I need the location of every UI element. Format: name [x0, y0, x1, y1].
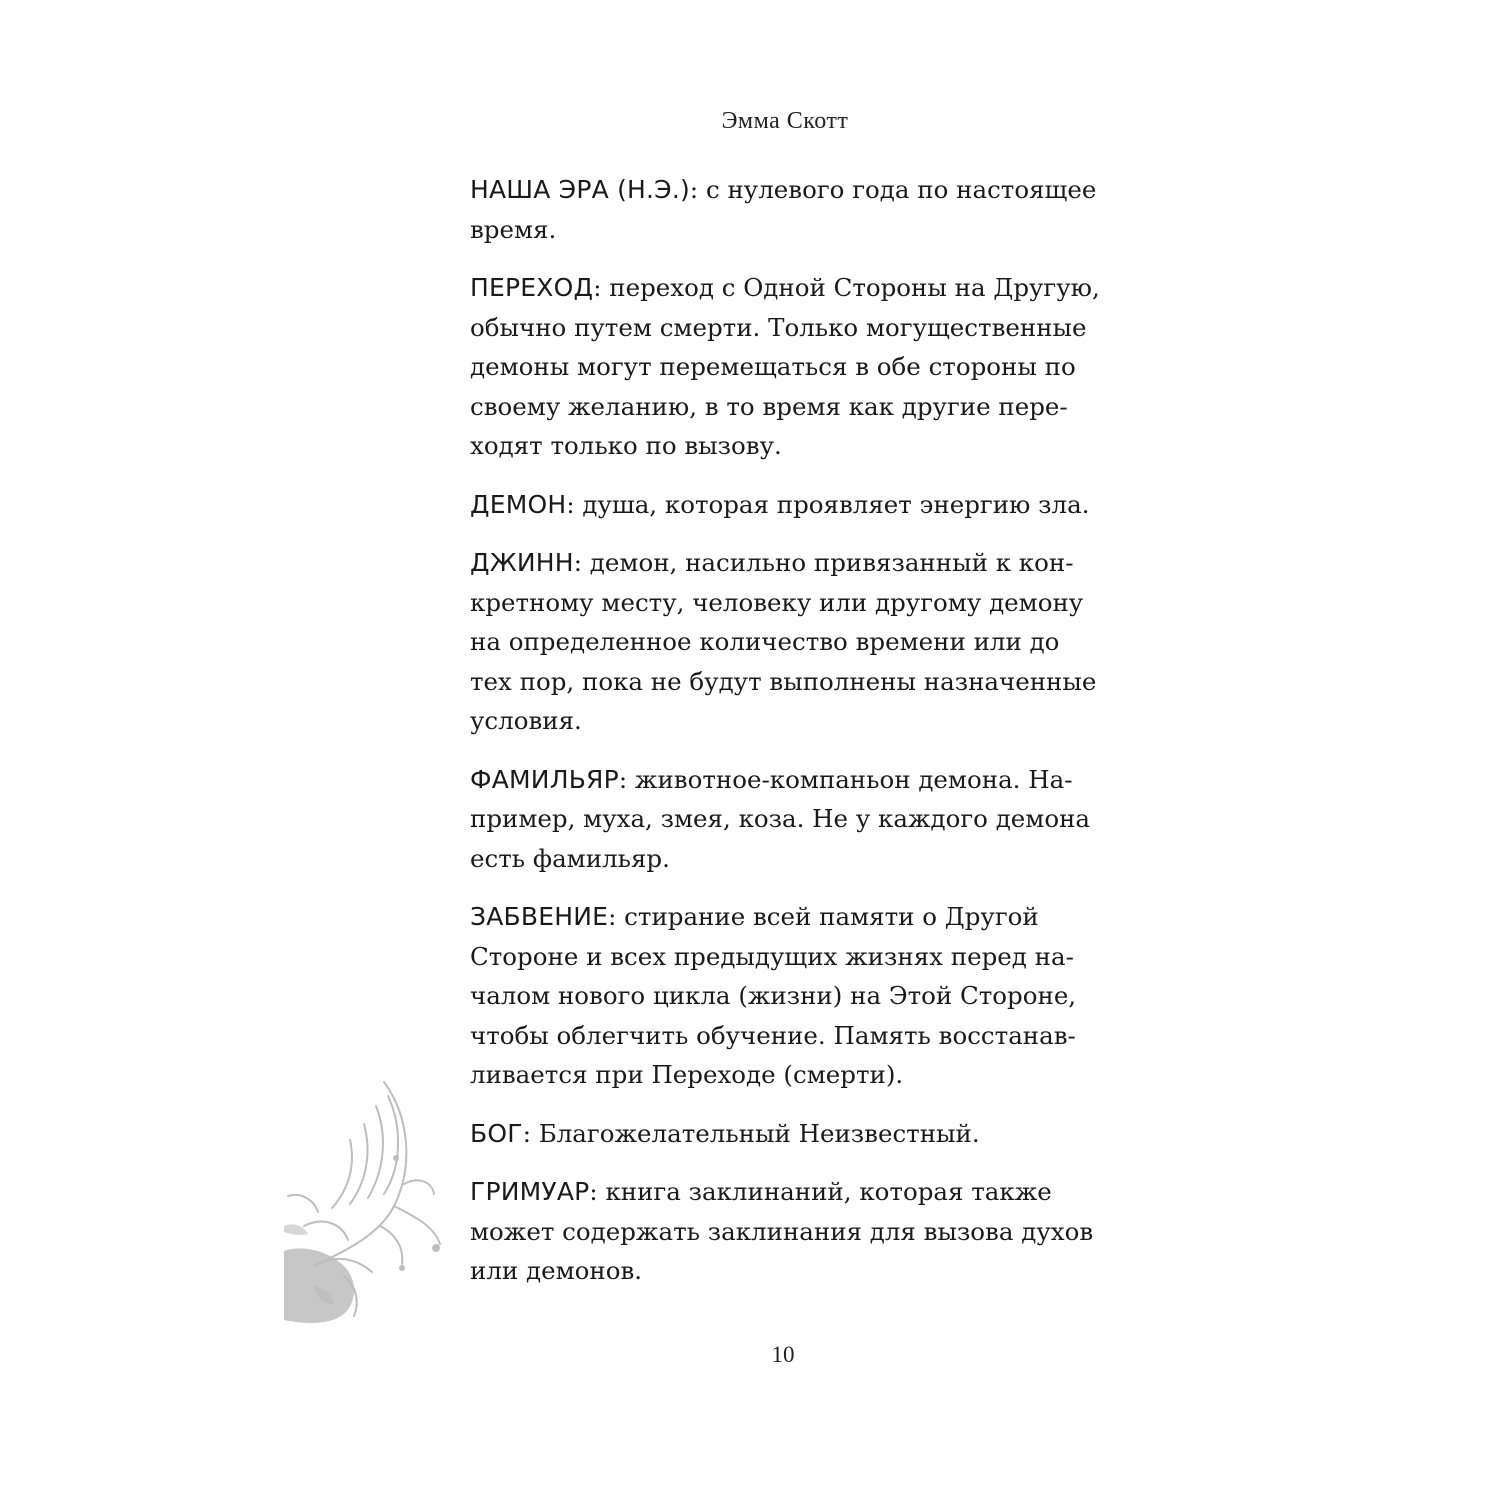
entry-line — [470, 1172, 1110, 1212]
glossary-entry — [470, 170, 1110, 249]
glossary-entry — [470, 760, 1110, 879]
entry-text: : с нулевого года по настоящее — [689, 175, 1097, 204]
entry-text: : стирание всей памяти о Другой — [608, 902, 1039, 931]
entry-term: ГРИМУАР — [470, 1177, 590, 1206]
entry-text: тех пор, пока не будут выполнены назначенные — [470, 666, 1097, 696]
entry-text: чалом нового цикла (жизни) на Этой Стороне, — [470, 981, 1077, 1010]
entry-term: ЗАБВЕНИЕ — [470, 902, 609, 931]
entry-line — [470, 543, 1110, 583]
entry-text: своему желанию, в то время как другие пере- — [470, 391, 1068, 421]
entry-text: условия. — [470, 706, 582, 735]
entry-text: время. — [470, 214, 557, 244]
entry-line — [470, 760, 1110, 800]
glossary-entry — [470, 1172, 1110, 1291]
entry-term: ДЕМОН — [470, 489, 567, 519]
running-header-author: Эмма Скотт — [721, 108, 849, 134]
entry-text: ливается при Переходе (смерти). — [470, 1060, 904, 1089]
entry-term: ПЕРЕХОД — [470, 273, 594, 302]
entry-text: : книга заклинаний, которая также — [589, 1177, 1052, 1206]
entry-text: ходят только по вызову. — [470, 431, 782, 460]
entry-text: : душа, которая проявляет энергию зла. — [566, 489, 1090, 519]
entry-text: на определенное количество времени или до — [470, 627, 1060, 656]
entry-term: ФАМИЛЬЯР — [470, 764, 619, 794]
glossary-entry — [470, 268, 1110, 466]
glossary-entry — [470, 1114, 1110, 1154]
entry-text: или демонов. — [470, 1256, 643, 1285]
entry-text: кретному месту, человеку или другому демону — [470, 587, 1084, 617]
glossary-entry — [470, 543, 1110, 741]
glossary-entries — [470, 170, 1110, 1310]
entry-text: чтобы облегчить обучение. Память восстанав- — [470, 1020, 1076, 1050]
entry-text: может содержать заклинания для вызова духов — [470, 1216, 1094, 1246]
entry-text: есть фамильяр. — [470, 843, 670, 873]
entry-term: НАША ЭРА (Н.Э.) — [470, 175, 690, 204]
entry-line — [470, 268, 1110, 308]
entry-text: : Благожелательный Неизвестный. — [522, 1118, 980, 1148]
entry-text: : животное-компаньон демона. На- — [618, 764, 1073, 794]
entry-text: обычно путем смерти. Только могущественные — [470, 312, 1087, 342]
angel-wing-ornament-icon — [284, 1076, 444, 1328]
entry-text: : демон, насильно привязанный к кон- — [573, 548, 1074, 577]
entry-text: демоны могут перемещаться в обе стороны по — [470, 352, 1076, 381]
entry-term: БОГ — [470, 1118, 523, 1148]
entry-text: : переход с Одной Стороны на Другую, — [593, 273, 1100, 302]
page-number: 10 — [771, 1342, 795, 1367]
entry-text: Стороне и всех предыдущих жизнях перед на- — [470, 941, 1074, 971]
glossary-entry — [470, 897, 1110, 1095]
entry-line — [470, 1114, 1110, 1154]
entry-text: пример, муха, змея, коза. Не у каждого демона — [470, 804, 1091, 833]
glossary-entry — [470, 485, 1110, 525]
entry-line — [470, 897, 1110, 937]
entry-term: ДЖИНН — [470, 548, 574, 577]
entry-line — [470, 485, 1110, 525]
entry-line — [470, 170, 1110, 210]
